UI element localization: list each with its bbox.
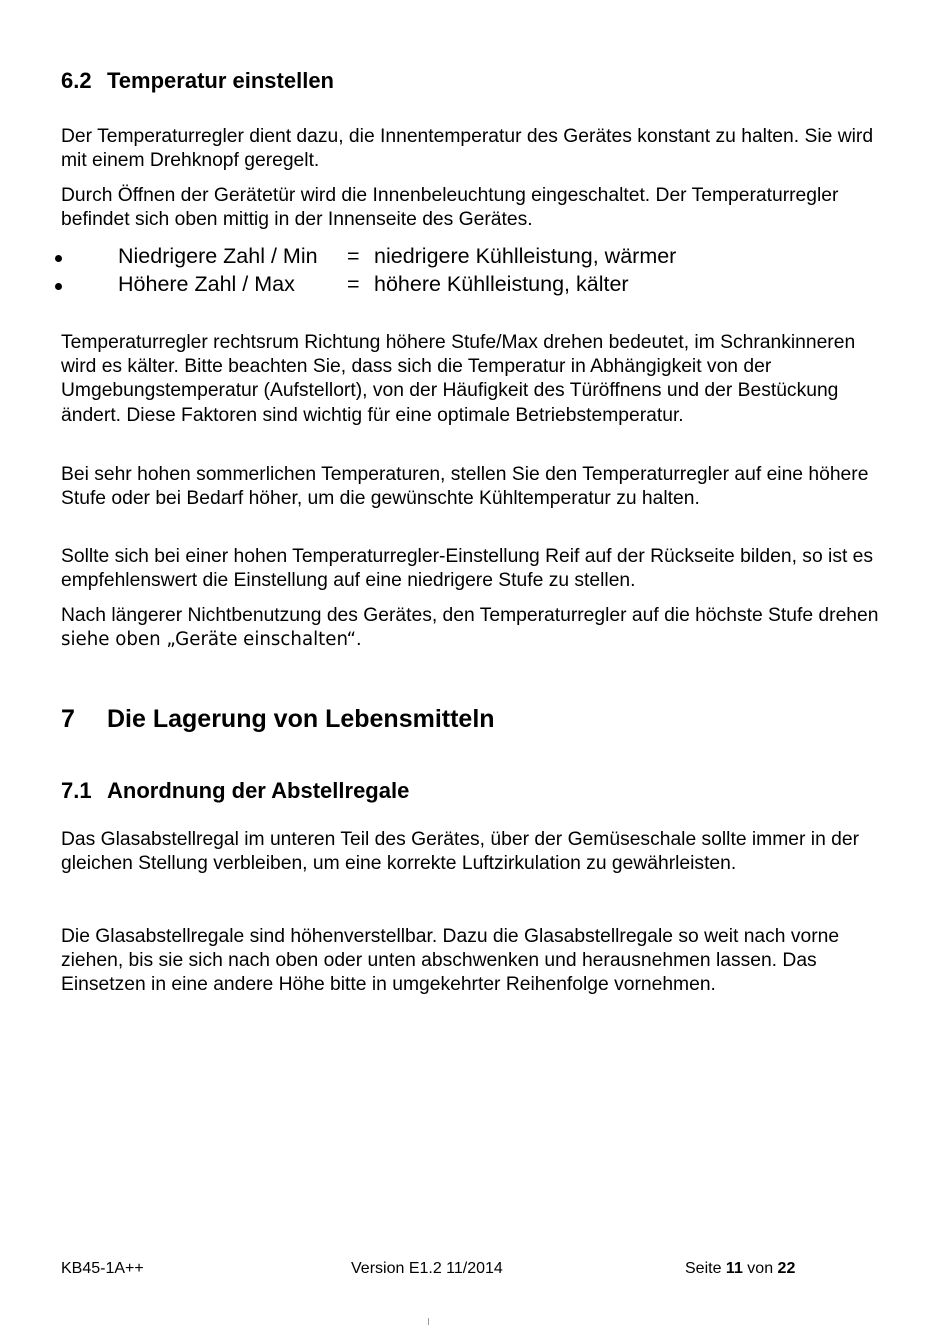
paragraph-interior-light: Durch Öffnen der Gerätetür wird die Innenbeleuchtung eingeschaltet. Der Temperaturregler befindet sich oben mittig in der Innenseite des Gerätes. bbox=[61, 185, 839, 231]
bullet-setting: Höhere Zahl / Max bbox=[118, 272, 295, 296]
paragraph-frost-warning: Sollte sich bei einer hohen Temperaturregler-Einstellung Reif auf der Rückseite bilden, so ist es empfehlenswert die Einstellung auf eine niedrigere Stufe zu stellen. bbox=[61, 546, 874, 592]
paragraph-end: . bbox=[356, 629, 362, 651]
cross-reference: siehe oben „Geräte einschalten“ bbox=[61, 629, 357, 651]
section-title: Die Lagerung von Lebensmitteln bbox=[107, 705, 495, 733]
bullet-item-max bbox=[55, 270, 755, 299]
paragraph-regulator-purpose: Der Temperaturregler dient dazu, die Innentemperatur des Gerätes konstant zu halten. Sie wird mit einem Drehknopf geregelt. bbox=[61, 126, 874, 172]
bullet-item-min bbox=[55, 242, 755, 271]
section-7-heading bbox=[61, 704, 495, 734]
paragraph-summer-temperatures: Bei sehr hohen sommerlichen Temperaturen, stellen Sie den Temperaturregler auf eine höhere Stufe oder bei Bedarf höher, um die gewünschte Kühltemperatur zu halten. bbox=[61, 464, 869, 510]
section-7-1-heading bbox=[61, 778, 409, 804]
page-prefix: Seite bbox=[685, 1260, 722, 1277]
paragraph-turn-right: Temperaturregler rechtsrum Richtung höhere Stufe/Max drehen bedeutet, im Schrankinneren wird es kälter. Bitte beachten Sie, dass sich die Temperatur in Abhängigkeit von der Umgebungstemperatur (Aufstellort), von der Häufigkeit des Türöffnens und der Bestückung ändert. Diese Faktoren sind wichtig für eine optimale Betriebstemperatur. bbox=[61, 332, 856, 426]
section-6-2-heading bbox=[61, 68, 334, 94]
bullet-icon bbox=[55, 283, 62, 290]
page-total: 22 bbox=[777, 1260, 796, 1277]
page-current: 11 bbox=[725, 1260, 743, 1277]
bullet-equals: = bbox=[347, 272, 360, 296]
footer-version: Version E1.2 11/2014 bbox=[351, 1260, 503, 1277]
section-title: Anordnung der Abstellregale bbox=[107, 778, 410, 803]
paragraph-text: Nach längerer Nichtbenutzung des Gerätes, den Temperaturregler auf die höchste Stufe drehen bbox=[61, 605, 879, 626]
footer-model: KB45-1A++ bbox=[61, 1260, 144, 1277]
bullet-icon bbox=[55, 255, 62, 262]
paragraph-fixed-shelf: Das Glasabstellregal im unteren Teil des Gerätes, über der Gemüseschale sollte immer in der gleichen Stellung verbleiben, um eine korrekte Luftzirkulation zu gewährleisten. bbox=[61, 829, 860, 875]
section-number: 6.2 bbox=[61, 68, 92, 93]
bullet-effect: niedrigere Kühlleistung, wärmer bbox=[374, 244, 677, 268]
bullet-setting: Niedrigere Zahl / Min bbox=[118, 244, 318, 268]
section-number: 7.1 bbox=[61, 778, 92, 803]
page-separator: von bbox=[747, 1260, 774, 1277]
footer-page-number bbox=[685, 1259, 795, 1279]
section-number: 7 bbox=[61, 705, 75, 733]
paragraph-after-disuse bbox=[61, 604, 891, 652]
bullet-effect: höhere Kühlleistung, kälter bbox=[374, 272, 629, 296]
bullet-equals: = bbox=[347, 244, 360, 268]
scan-artifact bbox=[428, 1318, 429, 1325]
paragraph-adjustable-shelves: Die Glasabstellregale sind höhenverstellbar. Dazu die Glasabstellregale so weit nach vorne ziehen, bis sie sich nach oben oder unten abschwenken und herausnehmen lassen. Das Einsetzen in eine andere Höhe bitte in umgekehrter Reihenfolge vornehmen. bbox=[61, 926, 840, 996]
section-title: Temperatur einstellen bbox=[107, 68, 334, 93]
